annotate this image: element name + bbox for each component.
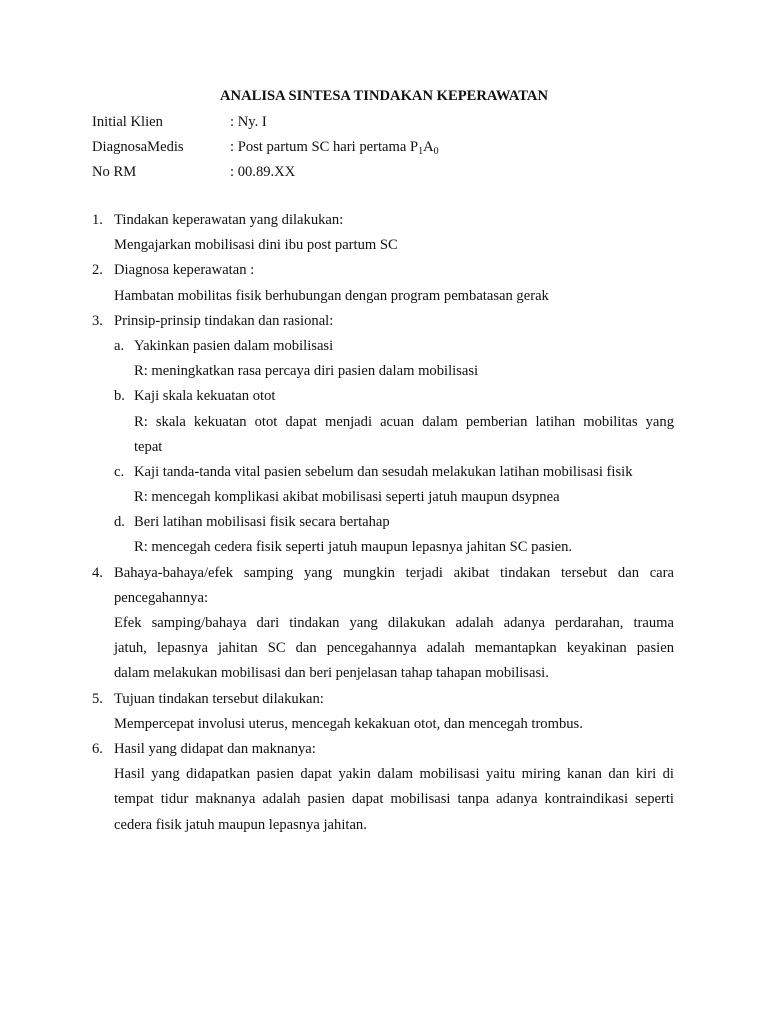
item-3b-rationale-line-1: R: skala kekuatan otot dapat menjadi acuan dalam pemberian latihan mobilitas yang (134, 413, 674, 430)
item-1-heading (92, 208, 674, 233)
item-heading-text: Diagnosa keperawatan : (114, 262, 255, 279)
item-5-text: Mempercepat involusi uterus, mencegah kekakuan otot, dan mencegah trombus. (114, 715, 583, 732)
item-6-text-line-3: cedera fisik jatuh maupun lepasnya jahitan. (114, 816, 367, 833)
meta-row-rm (92, 160, 439, 185)
item-heading-text: Tujuan tindakan tersebut dilakukan: (114, 690, 324, 707)
sub-letter: a. (114, 337, 125, 354)
item-2-heading (92, 258, 674, 283)
item-number: 5. (92, 690, 103, 707)
item-number: 1. (92, 212, 103, 228)
item-2-text: Hambatan mobilitas fisik berhubungan dengan program pembatasan gerak (114, 287, 549, 304)
document-body (92, 208, 674, 838)
diagnosa-value-prefix: : Post partum SC hari pertama P (230, 139, 419, 155)
item-number: 4. (92, 564, 103, 581)
sub-text: Beri latihan mobilisasi fisik secara bertahap (134, 514, 390, 531)
item-6-heading (92, 737, 674, 762)
item-heading-text: Prinsip-prinsip tindakan dan rasional: (114, 312, 334, 329)
item-3a (92, 334, 674, 359)
diagnosa-sub-1: 1 (418, 146, 424, 157)
item-heading-text: Tindakan keperawatan yang dilakukan: (114, 212, 344, 228)
item-3b-rationale-line-2: tepat (134, 438, 163, 455)
item-3c (92, 460, 674, 485)
item-heading-text: Bahaya-bahaya/efek samping yang mungkin terjadi akibat tindakan tersebut dan cara (114, 564, 674, 581)
item-number: 6. (92, 740, 103, 757)
meta-row-diagnosa (92, 135, 439, 160)
sub-letter: d. (114, 514, 125, 531)
item-3-heading (92, 309, 674, 334)
item-3a-rationale: R: meningkatkan rasa percaya diri pasien dalam mobilisasi (134, 363, 479, 380)
diagnosa-sub-0: 0 (433, 146, 439, 157)
item-3d-rationale: R: mencegah cedera fisik seperti jatuh maupun lepasnya jahitan SC pasien. (134, 539, 573, 556)
item-3d (92, 510, 674, 535)
item-1-text: Mengajarkan mobilisasi dini ibu post partum SC (114, 237, 398, 254)
sub-letter: c. (114, 463, 125, 480)
item-4-text-line-2: jatuh, lepasnya jahitan SC dan pencegahannya adalah memantapkan keyakinan pasien (114, 640, 674, 657)
sub-text: Yakinkan pasien dalam mobilisasi (134, 337, 334, 354)
diagnosa-label: DiagnosaMedis (92, 139, 184, 155)
klien-value: : Ny. I (230, 114, 267, 130)
item-3b (92, 384, 674, 409)
klien-label: Initial Klien (92, 114, 163, 130)
sub-text: Kaji skala kekuatan otot (134, 388, 276, 405)
diagnosa-value (230, 139, 439, 155)
item-number: 3. (92, 312, 103, 329)
item-4-heading-cont: pencegahannya: (114, 589, 208, 606)
item-4-text-line-3: dalam melakukan mobilisasi dan beri penjelasan tahap tahapan mobilisasi. (114, 665, 549, 682)
item-6-text-line-2: tempat tidur maknanya adalah pasien dapat mobilisasi tanpa adanya kontraindikasi seperti (114, 791, 674, 808)
rm-label: No RM (92, 164, 137, 180)
sub-letter: b. (114, 388, 125, 405)
item-4-text-line-1: Efek samping/bahaya dari tindakan yang dilakukan adalah adanya perdarahan, trauma (114, 615, 674, 631)
diagnosa-mid: A (423, 139, 434, 155)
sub-text: Kaji tanda-tanda vital pasien sebelum dan sesudah melakukan latihan mobilisasi fisik (134, 463, 633, 480)
item-4-heading (92, 561, 674, 586)
meta-row-klien (92, 110, 439, 135)
item-number: 2. (92, 262, 103, 279)
item-heading-text: Hasil yang didapat dan maknanya: (114, 740, 316, 757)
item-6-text-line-1: Hasil yang didapatkan pasien dapat yakin dalam mobilisasi yaitu miring kanan dan kiri di (114, 766, 674, 783)
item-5-heading (92, 687, 674, 712)
rm-value: : 00.89.XX (230, 164, 296, 180)
item-3c-rationale: R: mencegah komplikasi akibat mobilisasi seperti jatuh maupun dsypnea (134, 489, 560, 506)
document-title: ANALISA SINTESA TINDAKAN KEPERAWATAN (219, 88, 549, 104)
patient-info (92, 110, 439, 185)
